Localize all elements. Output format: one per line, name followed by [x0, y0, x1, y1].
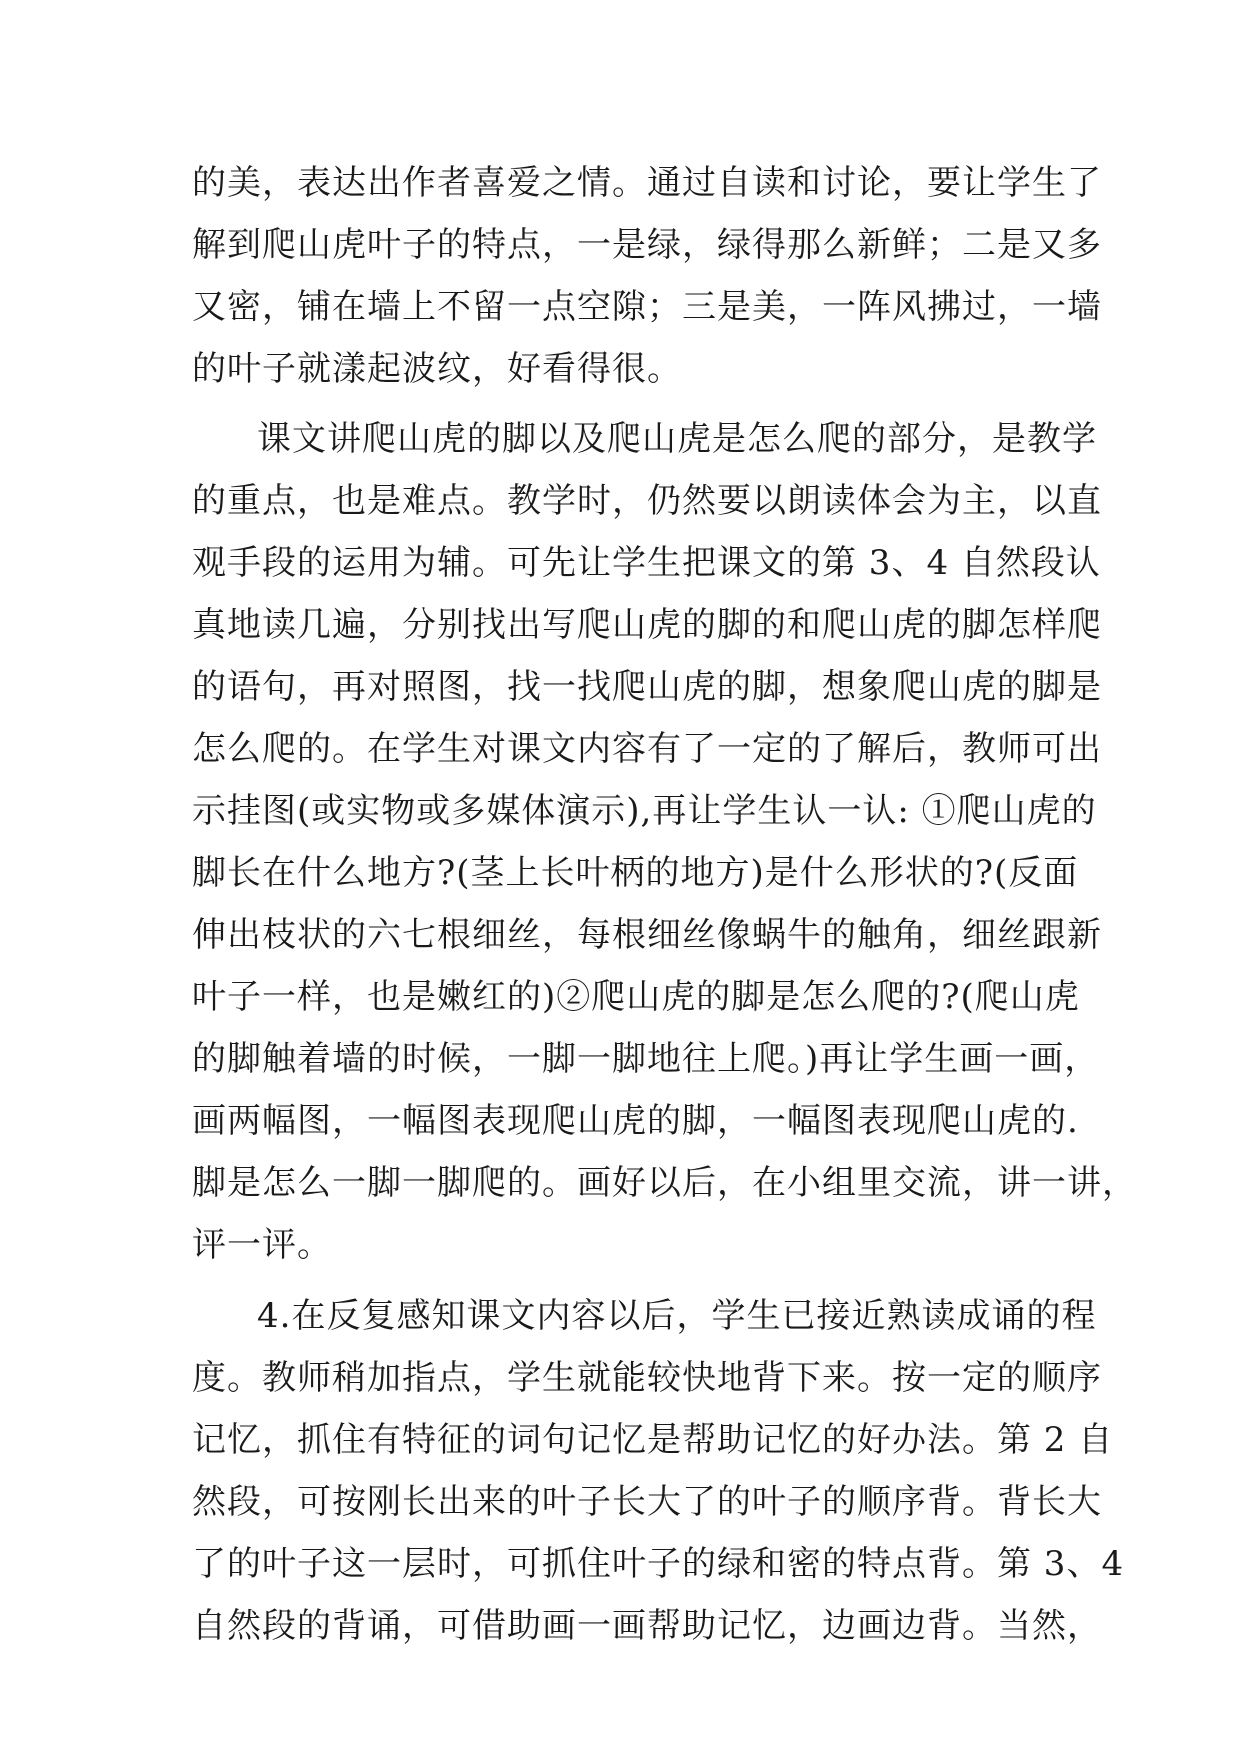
paragraph-first-line: 课文讲爬山虎的脚以及爬山虎是怎么爬的部分，是教学 [257, 419, 1097, 459]
text-line: 解到爬山虎叶子的特点，一是绿，绿得那么新鲜；二是又多 [192, 225, 1102, 265]
text-line: 度。教师稍加指点，学生就能较快地背下来。按一定的顺序 [192, 1358, 1102, 1398]
text-line: 的叶子就漾起波纹，好看得很。 [192, 349, 682, 389]
text-line: 脚长在什么地方?(茎上长叶柄的地方)是什么形状的?(反面 [192, 853, 1079, 893]
text-line: 伸出枝状的六七根细丝，每根细丝像蜗牛的触角，细丝跟新 [192, 915, 1102, 955]
text-line: 自然段的背诵，可借助画一画帮助记忆，边画边背。当然， [192, 1606, 1102, 1646]
text-line: 评一评。 [192, 1225, 332, 1265]
text-line: 示挂图(或实物或多媒体演示),再让学生认一认: ①爬山虎的 [192, 791, 1097, 831]
paragraph-first-line: 4.在反复感知课文内容以后，学生已接近熟读成诵的程 [257, 1296, 1097, 1336]
text-line: 的重点，也是难点。教学时，仍然要以朗读体会为主，以直 [192, 481, 1102, 521]
text-line: 的美，表达出作者喜爱之情。通过自读和讨论，要让学生了 [192, 163, 1102, 203]
text-line: 脚是怎么一脚一脚爬的。画好以后，在小组里交流，讲一讲， [192, 1163, 1137, 1203]
text-line: 了的叶子这一层时，可抓住叶子的绿和密的特点背。第 3、4 [192, 1544, 1125, 1584]
text-line: 又密，铺在墙上不留一点空隙；三是美，一阵风拂过，一墙 [192, 287, 1102, 327]
text-line: 怎么爬的。在学生对课文内容有了一定的了解后，教师可出 [192, 729, 1102, 769]
text-line: 观手段的运用为辅。可先让学生把课文的第 3、4 自然段认 [192, 543, 1101, 583]
text-line: 画两幅图，一幅图表现爬山虎的脚，一幅图表现爬山虎的. [192, 1101, 1079, 1141]
text-line: 记忆，抓住有特征的词句记忆是帮助记忆的好办法。第 2 自 [192, 1420, 1114, 1460]
text-line: 然段，可按刚长出来的叶子长大了的叶子的顺序背。背长大 [192, 1482, 1102, 1522]
text-line: 的语句，再对照图，找一找爬山虎的脚，想象爬山虎的脚是 [192, 667, 1102, 707]
text-line: 真地读几遍，分别找出写爬山虎的脚的和爬山虎的脚怎样爬 [192, 605, 1102, 645]
text-line: 叶子一样，也是嫩红的)②爬山虎的脚是怎么爬的?(爬山虎 [192, 977, 1080, 1017]
text-line: 的脚触着墙的时候，一脚一脚地往上爬。)再让学生画一画， [192, 1039, 1100, 1079]
